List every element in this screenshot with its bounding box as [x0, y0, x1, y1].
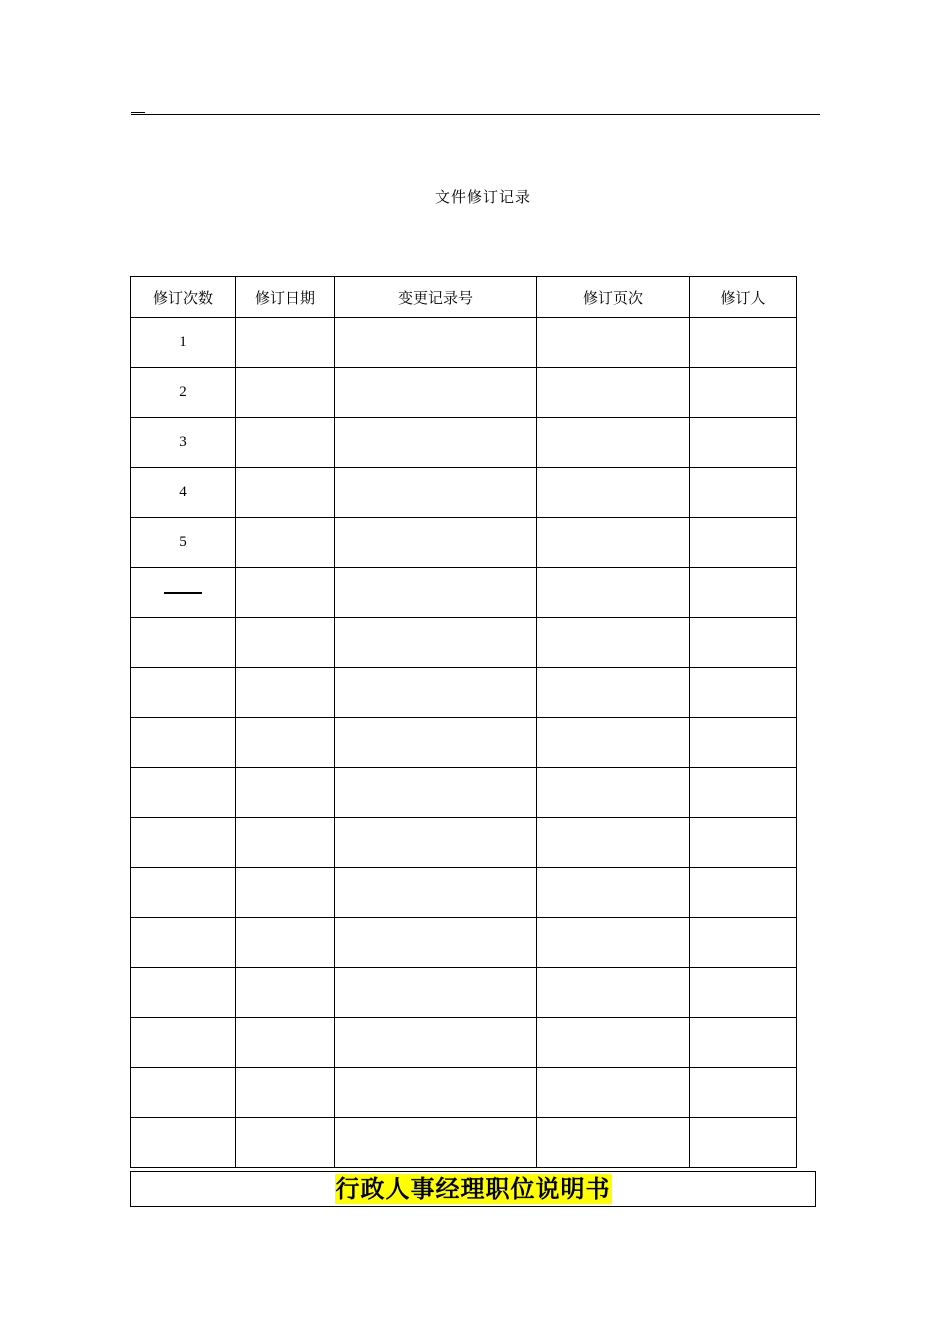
empty-cell — [236, 318, 335, 368]
empty-cell — [335, 368, 537, 418]
empty-cell — [236, 418, 335, 468]
empty-cell — [236, 918, 335, 968]
empty-cell — [335, 818, 537, 868]
empty-cell — [335, 418, 537, 468]
empty-cell — [690, 868, 797, 918]
revision-number-cell — [131, 1018, 236, 1068]
empty-cell — [690, 818, 797, 868]
empty-cell — [236, 868, 335, 918]
revision-number-cell — [131, 768, 236, 818]
empty-cell — [236, 818, 335, 868]
empty-cell — [335, 568, 537, 618]
empty-cell — [690, 518, 797, 568]
empty-cell — [690, 418, 797, 468]
revision-number-cell: 4 — [131, 468, 236, 518]
empty-cell — [335, 668, 537, 718]
table-row — [131, 418, 797, 468]
empty-cell — [335, 618, 537, 668]
empty-cell — [690, 968, 797, 1018]
revision-number-cell: 2 — [131, 368, 236, 418]
empty-cell — [537, 668, 690, 718]
empty-cell — [690, 1118, 797, 1168]
empty-cell — [236, 768, 335, 818]
header-reviser: 修订人 — [690, 277, 797, 318]
empty-cell — [537, 768, 690, 818]
table-row — [131, 1118, 797, 1168]
table-row — [131, 768, 797, 818]
header-tick-mark — [131, 112, 145, 113]
table-row — [131, 568, 797, 618]
revision-number-cell — [131, 718, 236, 768]
page-title: 文件修订记录 — [434, 188, 531, 206]
empty-cell — [335, 768, 537, 818]
revision-table — [130, 276, 797, 1168]
revision-number-cell — [131, 1118, 236, 1168]
table-row — [131, 1068, 797, 1118]
empty-cell — [537, 718, 690, 768]
empty-cell — [690, 318, 797, 368]
revision-number-cell — [131, 1068, 236, 1118]
revision-number-cell — [131, 968, 236, 1018]
revision-number-cell — [131, 868, 236, 918]
empty-cell — [537, 1118, 690, 1168]
empty-cell — [690, 668, 797, 718]
empty-cell — [537, 868, 690, 918]
revision-number-cell — [131, 668, 236, 718]
empty-cell — [335, 318, 537, 368]
table-row — [131, 818, 797, 868]
table-row — [131, 518, 797, 568]
empty-cell — [335, 1068, 537, 1118]
empty-cell — [236, 968, 335, 1018]
empty-cell — [537, 1018, 690, 1068]
empty-cell — [236, 1118, 335, 1168]
empty-cell — [537, 468, 690, 518]
header-revision-date: 修订日期 — [236, 277, 335, 318]
empty-cell — [690, 568, 797, 618]
empty-cell — [236, 1068, 335, 1118]
empty-cell — [335, 468, 537, 518]
header-revision-count: 修订次数 — [131, 277, 236, 318]
empty-cell — [690, 468, 797, 518]
empty-cell — [236, 718, 335, 768]
dash-line — [164, 592, 202, 594]
table-row — [131, 718, 797, 768]
section-title-box — [130, 1171, 816, 1207]
table-row — [131, 618, 797, 668]
empty-cell — [335, 918, 537, 968]
empty-cell — [537, 818, 690, 868]
revision-number-cell — [131, 568, 236, 618]
empty-cell — [236, 468, 335, 518]
empty-cell — [335, 718, 537, 768]
table-row — [131, 918, 797, 968]
table-row — [131, 468, 797, 518]
table-row — [131, 968, 797, 1018]
empty-cell — [335, 1118, 537, 1168]
empty-cell — [236, 668, 335, 718]
table-row — [131, 668, 797, 718]
revision-number-cell: 5 — [131, 518, 236, 568]
empty-cell — [690, 718, 797, 768]
empty-cell — [236, 1018, 335, 1068]
table-header-row — [131, 277, 797, 318]
empty-cell — [690, 1018, 797, 1068]
header-change-record-no: 变更记录号 — [335, 277, 537, 318]
empty-cell — [537, 968, 690, 1018]
empty-cell — [236, 368, 335, 418]
revision-number-cell: 3 — [131, 418, 236, 468]
header-revision-page: 修订页次 — [537, 277, 690, 318]
empty-cell — [335, 1018, 537, 1068]
revision-number-cell: 1 — [131, 318, 236, 368]
table-row — [131, 1018, 797, 1068]
empty-cell — [537, 518, 690, 568]
empty-cell — [335, 868, 537, 918]
empty-cell — [537, 1068, 690, 1118]
revision-number-cell — [131, 618, 236, 668]
revision-number-cell — [131, 918, 236, 968]
empty-cell — [690, 768, 797, 818]
empty-cell — [537, 568, 690, 618]
empty-cell — [690, 1068, 797, 1118]
empty-cell — [236, 518, 335, 568]
empty-cell — [537, 918, 690, 968]
table-row — [131, 368, 797, 418]
table-row — [131, 318, 797, 368]
header-rule — [131, 114, 820, 115]
empty-cell — [537, 618, 690, 668]
empty-cell — [537, 318, 690, 368]
empty-cell — [690, 368, 797, 418]
empty-cell — [537, 418, 690, 468]
section-title: 行政人事经理职位说明书 — [335, 1175, 611, 1203]
empty-cell — [537, 368, 690, 418]
revision-number-cell — [131, 818, 236, 868]
empty-cell — [236, 568, 335, 618]
empty-cell — [690, 618, 797, 668]
empty-cell — [335, 518, 537, 568]
table-body — [131, 318, 797, 1168]
table-row — [131, 868, 797, 918]
empty-cell — [236, 618, 335, 668]
empty-cell — [335, 968, 537, 1018]
empty-cell — [690, 918, 797, 968]
